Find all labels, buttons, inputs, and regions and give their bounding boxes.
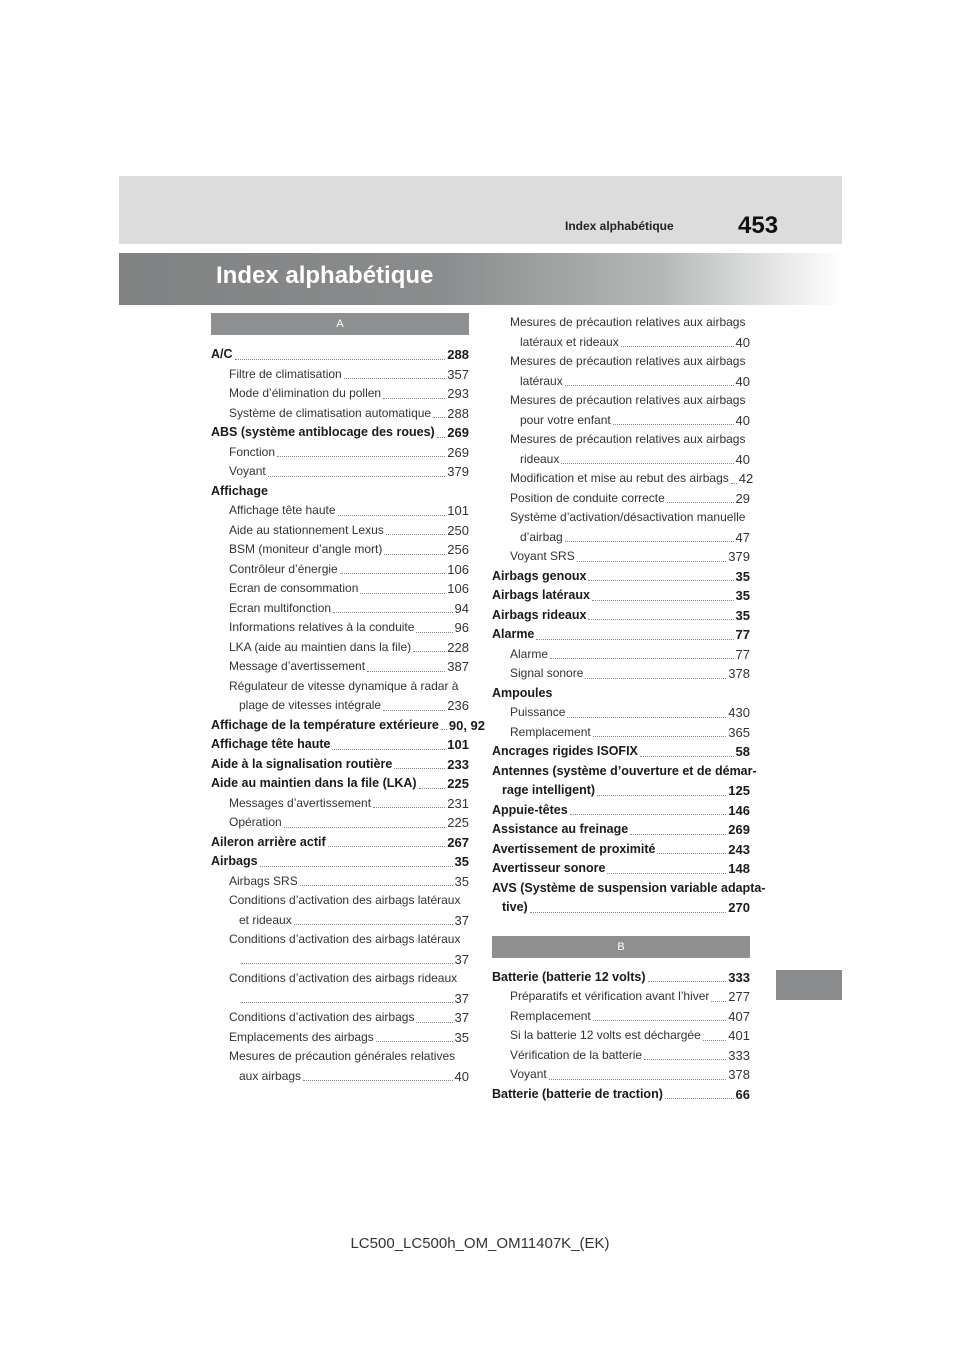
index-subentry: Conditions d’activation des airbags latéraux: [229, 893, 461, 907]
index-subentry[interactable]: Position de conduite correcte 29: [510, 490, 750, 506]
header-section-title: Index alphabétique: [565, 219, 674, 233]
index-subentry[interactable]: Modification et mise au rebut des airbags 42: [510, 471, 754, 486]
index-subentry-cont[interactable]: pour votre enfant 40: [520, 412, 750, 428]
index-subentry: Mesures de précaution relatives aux airbags: [510, 432, 746, 446]
index-entry[interactable]: ABS (système antiblocage des roues) 269: [211, 425, 469, 440]
index-entry-cont[interactable]: tive) 270: [502, 900, 750, 915]
index-subentry: Mesures de précaution générales relatives: [229, 1049, 456, 1063]
index-subentry[interactable]: Message d’avertissement 387: [229, 659, 469, 674]
index-subentry[interactable]: LKA (aide au maintien dans la file) 228: [229, 639, 469, 655]
index-subentry[interactable]: Si la batterie 12 volts est déchargée 401: [510, 1028, 750, 1043]
index-entry[interactable]: Assistance au freinage 269: [492, 822, 750, 837]
index-subentry: Régulateur de vitesse dynamique à radar à: [229, 678, 459, 693]
index-subentry[interactable]: Voyant SRS 379: [510, 549, 750, 564]
index-subentry[interactable]: Airbags SRS 35: [229, 873, 469, 889]
index-subentry[interactable]: Affichage tête haute 101: [229, 503, 469, 518]
index-entry[interactable]: Avertisseur sonore 148: [492, 861, 750, 876]
index-subentry[interactable]: Signal sonore 378: [510, 666, 750, 681]
index-subentry[interactable]: Remplacement 365: [510, 724, 750, 740]
index-subentry[interactable]: Vérification de la batterie 333: [510, 1047, 750, 1063]
section-header-b: B: [492, 936, 750, 958]
index-subentry[interactable]: BSM (moniteur d’angle mort) 256: [229, 542, 469, 557]
index-entry[interactable]: Airbags genoux 35: [492, 568, 750, 584]
index-entry[interactable]: Batterie (batterie 12 volts) 333: [492, 969, 750, 985]
index-subentry[interactable]: Remplacement 407: [510, 1008, 750, 1024]
index-entry[interactable]: Affichage tête haute 101: [211, 737, 469, 752]
index-subentry[interactable]: Conditions d’activation des airbags 37: [229, 1010, 469, 1025]
page-number: 453: [738, 212, 779, 239]
index-subentry[interactable]: Préparatifs et vérification avant l’hiver 277: [510, 989, 750, 1004]
index-subentry[interactable]: Voyant 378: [510, 1067, 750, 1082]
index-subentry[interactable]: Alarme 77: [510, 646, 750, 662]
page-title: Index alphabétique: [216, 262, 434, 289]
index-subentry[interactable]: Fonction 269: [229, 444, 469, 460]
index-subentry: Système d’activation/désactivation manuelle: [510, 510, 746, 524]
index-entry[interactable]: Aide au maintien dans la file (LKA) 225: [211, 776, 469, 791]
index-column-left: [211, 313, 486, 1086]
index-subentry-cont[interactable]: aux airbags 40: [239, 1068, 469, 1084]
index-subentry-cont[interactable]: et rideaux 37: [239, 912, 469, 928]
index-subentry[interactable]: Voyant 379: [229, 464, 469, 479]
index-subentry-cont[interactable]: latéraux et rideaux 40: [520, 334, 750, 350]
index-entry[interactable]: Avertissement de proximité 243: [492, 841, 750, 857]
document-footer: LC500_LC500h_OM_OM11407K_(EK): [350, 1235, 610, 1252]
index-subentry-cont[interactable]: plage de vitesses intégrale 236: [239, 698, 469, 713]
index-subentry[interactable]: Ecran multifonction 94: [229, 600, 469, 616]
index-subentry[interactable]: Mode d’élimination du pollen 293: [229, 386, 469, 401]
index-entry[interactable]: Airbags rideaux 35: [492, 607, 750, 623]
section-header-a: A: [211, 313, 469, 335]
chapter-tab[interactable]: [776, 970, 842, 1000]
index-subentry-cont[interactable]: 37: [211, 989, 469, 1009]
index-entry[interactable]: Appuie-têtes 146: [492, 802, 750, 818]
index-entry: Antennes (système d’ouverture et de démar-: [492, 763, 757, 778]
index-subentry-cont[interactable]: rideaux 40: [520, 451, 750, 467]
index-entry[interactable]: Aileron arrière actif 267: [211, 834, 469, 850]
index-entry[interactable]: Ancrages rigides ISOFIX 58: [492, 744, 750, 759]
index-subentry[interactable]: Ecran de consommation 106: [229, 581, 469, 596]
index-subentry[interactable]: Aide au stationnement Lexus 250: [229, 522, 469, 538]
index-column-right: [492, 313, 766, 1104]
index-subentry[interactable]: Messages d’avertissement 231: [229, 795, 469, 811]
index-subentry[interactable]: Filtre de climatisation 357: [229, 366, 469, 382]
index-subentry: Mesures de précaution relatives aux airbags: [510, 354, 746, 368]
index-subentry[interactable]: Puissance 430: [510, 705, 750, 720]
index-subentry: Conditions d’activation des airbags rideaux: [229, 971, 458, 985]
index-entry: Ampoules: [492, 685, 553, 700]
index-subentry[interactable]: Informations relatives à la conduite 96: [229, 620, 469, 635]
index-entry: AVS (Système de suspension variable adapta-: [492, 880, 766, 895]
index-subentry: Mesures de précaution relatives aux airbags: [510, 315, 746, 329]
index-subentry[interactable]: Emplacements des airbags 35: [229, 1029, 469, 1045]
index-entry[interactable]: Airbags 35: [211, 854, 469, 869]
index-entry[interactable]: Affichage de la température extérieure 90, 92: [211, 717, 486, 733]
index-subentry-cont[interactable]: 37: [211, 950, 469, 970]
index-entry[interactable]: A/C 288: [211, 347, 469, 362]
index-entry[interactable]: Airbags latéraux 35: [492, 588, 750, 603]
index-subentry-cont[interactable]: d’airbag 47: [520, 529, 750, 545]
index-entry[interactable]: Aide à la signalisation routière 233: [211, 756, 469, 772]
index-entry[interactable]: Batterie (batterie de traction) 66: [492, 1086, 750, 1102]
index-subentry[interactable]: Opération 225: [229, 815, 469, 830]
index-entry: Affichage: [211, 483, 268, 498]
index-subentry[interactable]: Système de climatisation automatique 288: [229, 405, 469, 421]
index-entry-cont[interactable]: rage intelligent) 125: [502, 783, 750, 798]
index-subentry: Mesures de précaution relatives aux airbags: [510, 393, 746, 407]
index-subentry[interactable]: Contrôleur d’énergie 106: [229, 561, 469, 577]
index-entry[interactable]: Alarme 77: [492, 627, 750, 642]
index-subentry-cont[interactable]: latéraux 40: [520, 373, 750, 389]
index-subentry: Conditions d’activation des airbags latéraux: [229, 932, 461, 946]
header-band: [119, 176, 842, 244]
